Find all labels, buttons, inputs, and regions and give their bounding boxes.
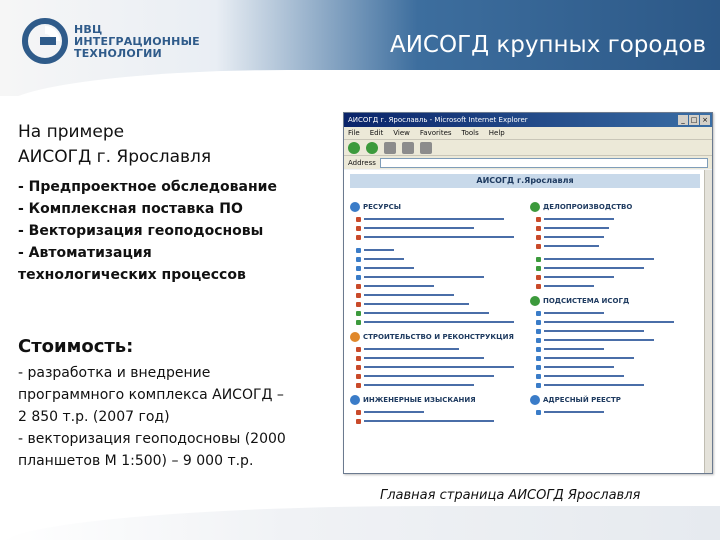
browser-title-text: АИСОГД г. Ярославль - Microsoft Internet Explorer <box>348 116 528 124</box>
section-label: ИНЖЕНЕРНЫЕ ИЗЫСКАНИЯ <box>363 396 476 404</box>
link-row <box>536 408 708 416</box>
intro-line-1: На примере <box>18 122 125 142</box>
address-field <box>380 158 708 168</box>
link-text-bar <box>544 321 674 323</box>
intro-line-2: АИСОГД г. Ярославля <box>18 147 212 167</box>
link-text-bar <box>364 366 514 368</box>
bullet-icon <box>356 383 361 388</box>
left-column <box>350 196 528 426</box>
bullet-icon <box>356 226 361 231</box>
bullet-icon <box>536 374 541 379</box>
bullet-icon <box>356 356 361 361</box>
link-row <box>356 215 528 223</box>
section-label: ДЕЛОПРОИЗВОДСТВО <box>543 203 633 211</box>
menu-item: File <box>348 129 360 137</box>
link-text-bar <box>364 420 494 422</box>
browser-addressbar <box>344 155 712 169</box>
link-row <box>356 309 528 317</box>
bullet-item: технологических процессов <box>18 267 246 283</box>
logo-text <box>74 24 200 60</box>
cost-line: - разработка и внедрение <box>18 365 211 381</box>
link-row <box>536 264 708 272</box>
address-registry-icon <box>530 395 540 405</box>
address-label: Address <box>348 158 376 167</box>
bullet-icon <box>536 275 541 280</box>
cost-line: программного комплекса АИСОГД – <box>18 387 284 403</box>
link-row <box>536 372 708 380</box>
bullet-icon <box>536 410 541 415</box>
bullet-icon <box>536 257 541 262</box>
link-row <box>536 381 708 389</box>
link-row <box>356 363 528 371</box>
link-text-bar <box>364 321 514 323</box>
link-text-bar <box>364 312 489 314</box>
bullet-icon <box>536 284 541 289</box>
link-row <box>536 224 708 232</box>
bullet-icon <box>356 302 361 307</box>
bullet-icon <box>536 311 541 316</box>
browser-page <box>344 170 706 473</box>
bullet-icon <box>536 235 541 240</box>
link-text-bar <box>544 236 604 238</box>
link-text-bar <box>544 245 599 247</box>
bullet-icon <box>356 374 361 379</box>
menu-item: Tools <box>461 129 479 137</box>
cost-list <box>18 362 348 472</box>
bullet-icon <box>536 365 541 370</box>
bullet-icon <box>536 383 541 388</box>
bullet-icon <box>536 320 541 325</box>
link-row <box>356 255 528 263</box>
logo-mark-icon <box>22 18 68 64</box>
link-text-bar <box>544 267 644 269</box>
bullet-icon <box>356 266 361 271</box>
browser-toolbar <box>344 139 712 155</box>
crane-icon <box>350 332 360 342</box>
menu-item: Edit <box>369 129 384 137</box>
link-text-bar <box>364 276 484 278</box>
bullet-icon <box>356 410 361 415</box>
link-text-bar <box>364 236 514 238</box>
link-row <box>356 345 528 353</box>
section-label: ПОДСИСТЕМА ИСОГД <box>543 297 630 305</box>
company-logo <box>22 18 232 68</box>
footer-curve <box>0 506 720 540</box>
bullet-icon <box>536 266 541 271</box>
menu-item: Help <box>488 129 505 137</box>
link-text-bar <box>544 348 604 350</box>
cost-line: - векторизация геоподосновы (2000 <box>18 431 286 447</box>
link-row <box>536 345 708 353</box>
link-text-bar <box>364 357 484 359</box>
link-row <box>536 282 708 290</box>
browser-screenshot <box>343 112 713 474</box>
bullet-item: - Векторизация геоподосновы <box>18 223 264 239</box>
link-row <box>356 354 528 362</box>
link-row <box>356 300 528 308</box>
bullet-item: - Комплексная поставка ПО <box>18 201 243 217</box>
browser-titlebar <box>344 113 712 127</box>
refresh-icon <box>402 142 414 154</box>
screenshot-caption: Главная страница АИСОГД Ярославля <box>380 488 641 503</box>
link-text-bar <box>544 411 604 413</box>
link-text-bar <box>364 348 459 350</box>
link-text-bar <box>364 258 404 260</box>
menu-item: Favorites <box>419 129 452 137</box>
link-row <box>356 246 528 254</box>
bullet-icon <box>536 217 541 222</box>
link-row <box>356 273 528 281</box>
link-text-bar <box>364 294 454 296</box>
section-label: СТРОИТЕЛЬСТВО И РЕКОНСТРУКЦИЯ <box>363 333 514 341</box>
section-label: РЕСУРСЫ <box>363 203 401 211</box>
link-row <box>536 215 708 223</box>
bullet-icon <box>356 217 361 222</box>
bullet-list <box>18 176 348 286</box>
section-title <box>530 202 708 212</box>
bullet-icon <box>356 275 361 280</box>
link-text-bar <box>544 384 644 386</box>
link-row <box>536 255 708 263</box>
bullet-icon <box>356 320 361 325</box>
page-header: АИСОГД г.Ярославля <box>350 174 700 188</box>
link-row <box>356 408 528 416</box>
section-title <box>350 395 528 405</box>
section-title <box>530 296 708 306</box>
link-row <box>356 372 528 380</box>
link-text-bar <box>544 312 604 314</box>
bullet-icon <box>356 311 361 316</box>
logo-line-3: ТЕХНОЛОГИИ <box>74 47 162 60</box>
close-icon: × <box>700 115 710 125</box>
slide-title: АИСОГД крупных городов <box>389 32 706 58</box>
link-text-bar <box>364 303 469 305</box>
link-text-bar <box>364 227 474 229</box>
link-row <box>356 264 528 272</box>
document-icon <box>530 202 540 212</box>
link-row <box>356 282 528 290</box>
link-text-bar <box>544 285 594 287</box>
link-row <box>536 318 708 326</box>
bullet-icon <box>536 356 541 361</box>
section-label: АДРЕСНЫЙ РЕЕСТР <box>543 396 621 404</box>
maximize-icon: □ <box>690 116 698 124</box>
bullet-icon <box>536 329 541 334</box>
section-title <box>350 202 528 212</box>
link-text-bar <box>544 218 614 220</box>
cost-title: Стоимость: <box>18 336 134 357</box>
link-text-bar <box>544 330 644 332</box>
stop-icon <box>384 142 396 154</box>
link-text-bar <box>544 227 609 229</box>
link-text-bar <box>364 249 394 251</box>
menu-item: View <box>393 129 410 137</box>
link-row <box>356 233 528 241</box>
cost-line: планшетов М 1:500) – 9 000 т.р. <box>18 453 254 469</box>
section-title <box>350 332 528 342</box>
minimize-icon: _ <box>678 115 688 125</box>
back-icon <box>348 142 360 154</box>
link-text-bar <box>364 384 474 386</box>
window-controls <box>678 115 710 127</box>
bullet-icon <box>356 365 361 370</box>
link-row <box>356 381 528 389</box>
link-text-bar <box>544 366 614 368</box>
bullet-icon <box>536 338 541 343</box>
link-text-bar <box>544 375 624 377</box>
link-row <box>536 309 708 317</box>
intro <box>18 120 348 170</box>
link-row <box>356 224 528 232</box>
bullet-item: - Автоматизация <box>18 245 152 261</box>
link-text-bar <box>544 357 634 359</box>
logo-line-2: ИНТЕГРАЦИОННЫЕ <box>74 35 200 48</box>
link-row <box>356 417 528 425</box>
home-icon <box>420 142 432 154</box>
link-text-bar <box>544 276 614 278</box>
bullet-icon <box>356 284 361 289</box>
bullet-icon <box>356 347 361 352</box>
link-text-bar <box>544 339 654 341</box>
browser-menubar <box>344 127 712 139</box>
link-text-bar <box>364 375 494 377</box>
link-row <box>536 363 708 371</box>
link-row <box>536 336 708 344</box>
bullet-icon <box>356 248 361 253</box>
left-text-block <box>18 120 348 286</box>
link-text-bar <box>364 267 414 269</box>
link-text-bar <box>364 285 434 287</box>
link-row <box>536 354 708 362</box>
link-row <box>536 327 708 335</box>
bullet-icon <box>536 347 541 352</box>
link-text-bar <box>544 258 654 260</box>
bullet-icon <box>536 226 541 231</box>
right-column <box>530 196 708 417</box>
link-text-bar <box>364 411 424 413</box>
vertical-scrollbar <box>704 170 712 473</box>
section-title <box>530 395 708 405</box>
link-row <box>536 273 708 281</box>
cost-line: 2 850 т.р. (2007 год) <box>18 409 170 425</box>
link-row <box>536 242 708 250</box>
bullet-item: - Предпроектное обследование <box>18 179 277 195</box>
subsystem-icon <box>530 296 540 306</box>
survey-icon <box>350 395 360 405</box>
link-row <box>356 291 528 299</box>
globe-icon <box>350 202 360 212</box>
bullet-icon <box>536 244 541 249</box>
link-row <box>536 233 708 241</box>
forward-icon <box>366 142 378 154</box>
bullet-icon <box>356 257 361 262</box>
bullet-icon <box>356 419 361 424</box>
bullet-icon <box>356 293 361 298</box>
logo-line-1: НВЦ <box>74 23 103 36</box>
link-text-bar <box>364 218 504 220</box>
bullet-icon <box>356 235 361 240</box>
link-row <box>356 318 528 326</box>
